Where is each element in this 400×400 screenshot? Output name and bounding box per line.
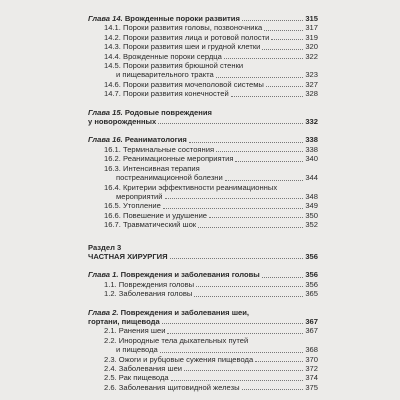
page-number: 322 — [305, 51, 318, 61]
table-of-contents — [88, 14, 318, 392]
section-3-heading — [88, 252, 318, 261]
page-number: 315 — [305, 14, 318, 23]
chapter-15-heading — [88, 108, 318, 117]
leader-dots — [216, 151, 303, 152]
chapter-number: Глава 16. — [88, 135, 123, 145]
chapter-title: Врожденные пороки развития — [124, 14, 240, 23]
leader-dots — [242, 389, 303, 390]
leader-dots — [209, 217, 303, 218]
leader-dots — [167, 333, 303, 334]
chapter-title: Родовые повреждения — [124, 107, 212, 117]
leader-dots — [194, 296, 303, 297]
entry-title: 14.5. Пороки развития брюшной стенки — [104, 61, 244, 71]
leader-dots — [235, 161, 303, 162]
chapter-title: Повреждения и заболевания головы — [120, 270, 260, 280]
leader-dots — [224, 58, 303, 59]
entry-title: 2.1. Ранения шеи — [104, 326, 166, 336]
toc-entry — [88, 89, 318, 98]
chapter-title: Повреждения и заболевания шеи, — [120, 307, 250, 317]
toc-entry-continued — [88, 345, 318, 354]
toc-entry — [88, 355, 318, 364]
entry-title: постреанимационной болезни — [116, 173, 223, 183]
entry-title: и пищеварительного тракта — [116, 70, 214, 80]
page-number: 349 — [305, 201, 318, 211]
toc-entry — [88, 220, 318, 229]
entry-title: мероприятий — [116, 191, 163, 201]
leader-dots — [189, 142, 303, 143]
page-number: 374 — [305, 373, 318, 383]
page-number: 350 — [305, 210, 318, 220]
toc-entry — [88, 280, 318, 289]
entry-title: 16.2. Реанимационные мероприятия — [104, 154, 234, 164]
entry-title: 16.7. Травматический шок — [104, 220, 197, 230]
leader-dots — [184, 370, 303, 371]
section-label: Раздел 3 — [88, 242, 122, 252]
leader-dots — [160, 352, 303, 353]
toc-entry — [88, 145, 318, 154]
entry-title: 1.2. Заболевания головы — [104, 289, 193, 299]
entry-title: 14.1. Пороки развития головы, позвоночника — [104, 23, 263, 33]
chapter-14-heading — [88, 14, 318, 23]
toc-entry — [88, 23, 318, 32]
chapter-title: Реаниматология — [124, 135, 187, 145]
toc-entry — [88, 52, 318, 61]
toc-entry — [88, 326, 318, 335]
toc-entry — [88, 183, 318, 192]
leader-dots — [162, 323, 303, 324]
toc-entry — [88, 164, 318, 173]
page-number: 319 — [305, 32, 318, 42]
chapter-number: Глава 14. — [88, 14, 123, 23]
page-number: 328 — [305, 89, 318, 99]
chapter-title: гортани, пищевода — [88, 316, 160, 326]
entry-title: 1.1. Повреждения головы — [104, 279, 195, 289]
leader-dots — [198, 227, 303, 228]
toc-entry-continued — [88, 192, 318, 201]
page-number: 332 — [305, 117, 318, 127]
page-number: 327 — [305, 79, 318, 89]
leader-dots — [163, 208, 303, 209]
toc-entry-continued — [88, 173, 318, 182]
page-number: 372 — [305, 364, 318, 373]
entry-title: 16.3. Интенсивная терапия — [104, 163, 200, 173]
page-number: 356 — [305, 279, 318, 289]
page-number: 367 — [305, 326, 318, 336]
s3-chapter-1-heading — [88, 270, 318, 279]
leader-dots — [266, 86, 303, 87]
section-title: ЧАСТНАЯ ХИРУРГИЯ — [88, 251, 168, 261]
leader-dots — [262, 49, 303, 50]
toc-entry — [88, 364, 318, 373]
toc-entry — [88, 211, 318, 220]
chapter-number: Глава 15. — [88, 107, 123, 117]
chapter-number: Глава 2. — [88, 307, 119, 317]
toc-entry — [88, 336, 318, 345]
page-number: 338 — [305, 135, 318, 145]
leader-dots — [171, 380, 303, 381]
entry-title: 2.4. Заболевания шеи — [104, 364, 183, 373]
toc-entry — [88, 42, 318, 51]
page-number: 317 — [305, 23, 318, 33]
entry-title: 14.3. Пороки развития шеи и грудной клетки — [104, 42, 261, 52]
entry-title: 14.6. Пороки развития мочеполовой системы — [104, 79, 264, 89]
entry-title: 16.1. Терминальные состояния — [104, 144, 215, 154]
leader-dots — [262, 277, 303, 278]
chapter-title: у новорожденных — [88, 117, 157, 127]
leader-dots — [271, 39, 303, 40]
page-number: 323 — [305, 70, 318, 80]
section-3-label — [88, 243, 318, 252]
page-number: 367 — [305, 316, 318, 326]
entry-title: 16.6. Повешение и удушение — [104, 210, 208, 220]
page-number: 320 — [305, 42, 318, 52]
leader-dots — [255, 361, 303, 362]
s3-chapter-2-heading-continued — [88, 317, 318, 326]
chapter-15-heading-continued — [88, 117, 318, 126]
entry-title: 2.6. Заболевания щитовидной железы — [104, 382, 240, 392]
leader-dots — [196, 286, 303, 287]
entry-title: 14.7. Пороки развития конечностей — [104, 89, 229, 99]
toc-entry — [88, 373, 318, 382]
toc-entry — [88, 33, 318, 42]
leader-dots — [231, 96, 303, 97]
chapter-number: Глава 1. — [88, 270, 119, 280]
page-number: 368 — [305, 345, 318, 355]
entry-title: 14.4. Врожденные пороки сердца — [104, 51, 222, 61]
leader-dots — [170, 258, 303, 259]
leader-dots — [158, 123, 303, 124]
leader-dots — [165, 198, 303, 199]
chapter-16-heading — [88, 135, 318, 144]
toc-entry — [88, 289, 318, 298]
page-number: 348 — [305, 191, 318, 201]
entry-title: 14.2. Пороки развития лица и ротовой полости — [104, 32, 270, 42]
page-number: 340 — [305, 154, 318, 164]
page-number: 370 — [305, 354, 318, 364]
leader-dots — [264, 30, 303, 31]
entry-title: 2.3. Ожоги и рубцовые сужения пищевода — [104, 354, 254, 364]
leader-dots — [216, 77, 303, 78]
entry-title: и пищевода — [116, 345, 158, 355]
entry-title: 16.5. Утопление — [104, 201, 161, 211]
toc-entry — [88, 154, 318, 163]
page-number: 365 — [305, 289, 318, 299]
leader-dots — [242, 20, 303, 21]
entry-title: 2.2. Инородные тела дыхательных путей — [104, 335, 249, 345]
toc-entry — [88, 383, 318, 392]
s3-chapter-2-heading — [88, 308, 318, 317]
toc-entry — [88, 201, 318, 210]
toc-entry — [88, 80, 318, 89]
page-number: 352 — [305, 220, 318, 230]
page-number: 356 — [305, 251, 318, 261]
page-number: 356 — [305, 270, 318, 280]
leader-dots — [225, 180, 303, 181]
page-number: 375 — [305, 382, 318, 392]
entry-title: 16.4. Критерии эффективности реанимационных — [104, 182, 278, 192]
entry-title: 2.5. Рак пищевода — [104, 373, 169, 383]
toc-entry — [88, 61, 318, 70]
toc-entry-continued — [88, 70, 318, 79]
page-number: 338 — [305, 144, 318, 154]
page-number: 344 — [305, 173, 318, 183]
